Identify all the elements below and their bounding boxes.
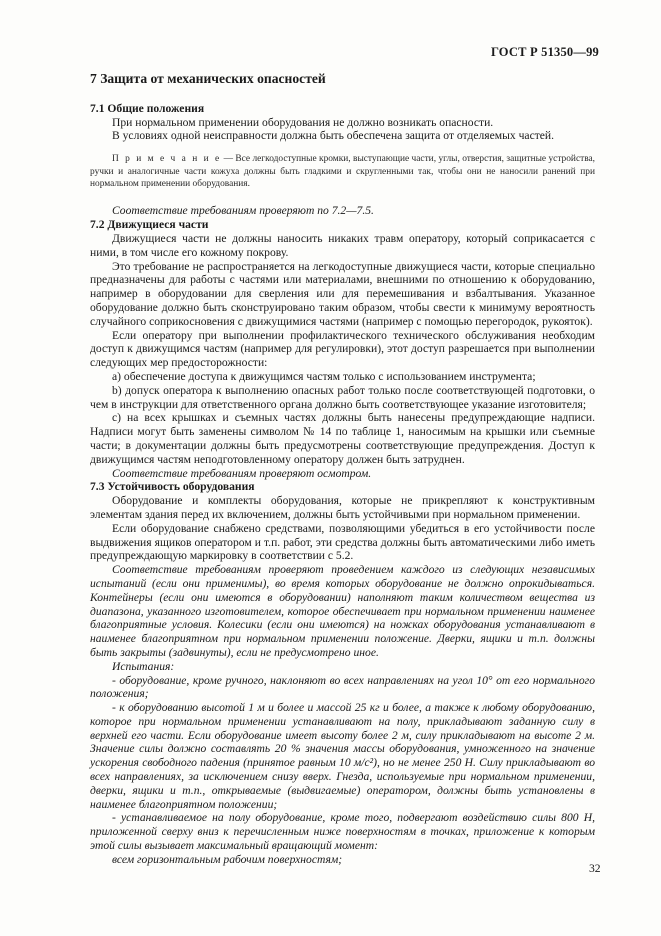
subsection-7-2-title: 7.2 Движущиеся части bbox=[90, 218, 209, 232]
compliance-check: Соответствие требованиям проверяют по 7.2—7.5. bbox=[112, 204, 374, 218]
compliance-check: Соответствие требованиям проверяют осмотром. bbox=[112, 466, 372, 480]
page-number: 32 bbox=[589, 862, 601, 875]
note bbox=[90, 153, 595, 190]
test-item: всем горизонтальным рабочим поверхностям; bbox=[112, 852, 343, 866]
test-item: - к оборудованию высотой 1 м и более и массой 25 кг и более, а также к любому оборудованию, которое при нормальном применении устанавливают на полу, прикладывают заданную силу в верхней его части. Если оборудование имеет высоту более 2 м, силу прикладывают на высоте 2 м. Значение силы должно составлять 20 % значения массы оборудования, умноженного на значение ускорения свободного падения (принятое равным 10 м/с²), но не менее 250 Н. Силу прикладывают во всех направлениях, за исключением снизу вверх. Гнезда, используемые при нормальном применении, дверки, ящики и т.п., открываемые (выдвигаемые) оператором, должны быть установлены в наименее благоприятном положении; bbox=[90, 701, 595, 811]
paragraph: Оборудование и комплекты оборудования, которые не прикрепляют к конструктивным элементам здания перед их включением, должны быть устойчивыми при нормальном применении. bbox=[90, 494, 595, 521]
test-item: - оборудование, кроме ручного, наклоняют во всех направлениях на угол 10° от его нормального положения; bbox=[90, 673, 595, 701]
note-label: П р и м е ч а н и е bbox=[112, 154, 222, 165]
standard-header: ГОСТ Р 51350—99 bbox=[490, 45, 599, 59]
paragraph: В условиях одной неисправности должна быть обеспечена защита от отделяемых частей. bbox=[112, 129, 555, 143]
paragraph: При нормальном применении оборудования не должно возникать опасности. bbox=[112, 115, 494, 129]
compliance-check: Соответствие требованиям проверяют проведением каждого из следующих независимых испытаний (если они применимы), во время которых оборудование не должно опрокидываться. Контейнеры (если они имеются в оборудовании) наполняют таким количеством вещества из диапазона, указанного изготовителем, которое обеспечивает при нормальном применении наименее благоприятные условия. Колесики (если они имеются) на ножках оборудования устанавливают в наименее благоприятном при нормальном применении положение. Дверки, ящики и т.п. должны быть закрыты (задвинуты), если не предусмотрено иное. bbox=[90, 563, 595, 659]
paragraph: Движущиеся части не должны наносить никаких травм оператору, который соприкасается с ними, в том числе его кожному покрову. bbox=[90, 232, 595, 259]
section-title: 7 Защита от механических опасностей bbox=[90, 71, 326, 86]
test-item: - устанавливаемое на полу оборудование, кроме того, подвергают воздействию силы 800 Н, приложенной сверху вниз к перечисленным ниже поверхностям в точках, приложение к которым этой силы вызывает максимальный вращающий момент: bbox=[90, 811, 595, 853]
list-item-a: a) обеспечение доступа к движущимся частям только с использованием инструмента; bbox=[112, 369, 536, 383]
subsection-7-3-title: 7.3 Устойчивость оборудования bbox=[90, 480, 255, 494]
note-text: — Все легкодоступные кромки, выступающие части, углы, отверстия, защитные устройства, ручки и аналогичные части кожуха должны быть гладкими и скругленными так, чтобы они не наносили ранений при нормальном применении оборудования. bbox=[90, 154, 596, 189]
paragraph: Это требование не распространяется на легкодоступные движущиеся части, которые специально предназначены для работы с частями или материалами, внешними по отношению к оборудованию, например в оборудовании для сверления или для перемешивания и взбалтывания. Указанное оборудование должно быть сконструировано таким образом, чтобы свести к минимуму вероятность случайного соприкосновения с движущимися частями (например с помощью перегородок, рукояток). bbox=[90, 259, 595, 328]
subsection-7-1-title: 7.1 Общие положения bbox=[90, 101, 205, 115]
tests-label: Испытания: bbox=[112, 659, 175, 673]
list-item-c: c) на всех крышках и съемных частях должны быть нанесены предупреждающие надписи. Надписи могут быть заменены символом № 14 по таблице 1, наносимым на крышки или съемные части; в документации должны быть предусмотрены соответствующие предупреждения. Доступ к движущимся частям неподготовленному оператору должен быть затруднен. bbox=[90, 411, 595, 466]
paragraph: Если оборудование снабжено средствами, позволяющими убедиться в его устойчивости после выдвижения ящиков оператором и т.п. работ, эти средства должны быть автоматическими либо иметь предупреждающую маркировку в соответствии с 5.2. bbox=[90, 521, 595, 563]
paragraph: Если оператору при выполнении профилактического технического обслуживания необходим доступ к движущимся частям (например для регулировки), этот доступ разрешается при выполнении следующих мер предосторожности: bbox=[90, 328, 595, 370]
list-item-b: b) допуск оператора к выполнению опасных работ только после соответствующей подготовки, о чем в инструкции для ответственного органа должно быть соответствующее указание изготовителя; bbox=[90, 383, 595, 411]
